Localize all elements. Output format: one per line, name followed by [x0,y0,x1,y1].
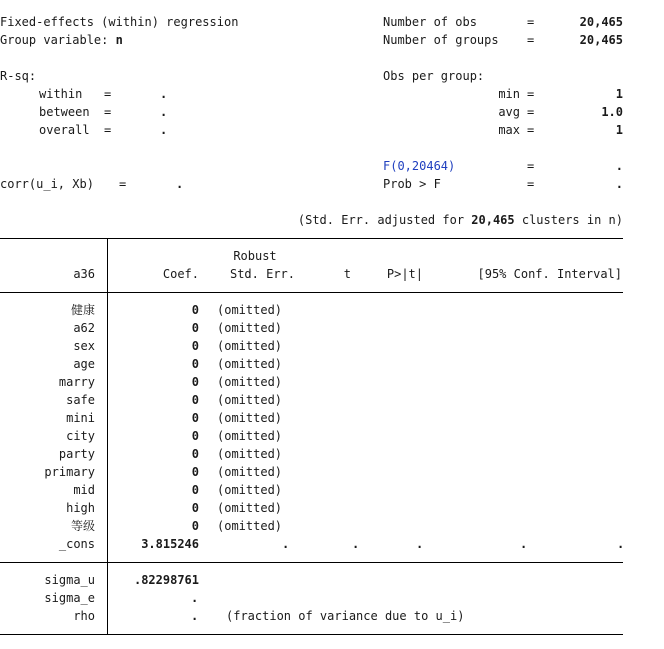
cons-coef: 3.815246 [141,537,199,551]
within-label: within [39,87,83,101]
nobs-eq: = [527,15,535,29]
max-value: 1 [615,123,623,137]
row-omitted-note: (omitted) [217,357,283,371]
group-variable-row [0,31,123,49]
group-variable-value: n [115,33,123,47]
row-variable-name: a62 [73,321,95,335]
row-omitted-note: (omitted) [217,465,283,479]
probf-label: Prob > F [383,177,441,191]
row-coef: 0 [191,429,199,443]
rho-label: rho [73,609,95,623]
row-omitted-note: (omitted) [217,375,283,389]
table-bottom-rule [0,634,623,635]
row-omitted-note: (omitted) [217,411,283,425]
between-eq: = [104,105,112,119]
probf-value: . [615,177,623,191]
bottom-col-divider [107,562,108,634]
avg-eq: = [527,105,535,119]
depvar-name: a36 [73,267,95,281]
row-variable-name: high [66,501,95,515]
rho-value: . [191,609,199,623]
overall-label: overall [39,123,90,137]
min-eq: = [527,87,535,101]
header-col-divider [107,238,108,292]
max-label: max [498,123,520,137]
rho-note: (fraction of variance due to u_i) [226,609,465,623]
nobs-value: 20,465 [579,15,623,29]
between-label: between [39,105,90,119]
cons-p: . [416,537,424,551]
sigma-e-label: sigma_e [44,591,95,605]
cons-ci-low: . [520,537,528,551]
row-variable-name: 等级 [70,519,95,533]
cons-se: . [282,537,290,551]
row-coef: 0 [191,357,199,371]
cons-t: . [352,537,360,551]
row-coef: 0 [191,465,199,479]
row-omitted-note: (omitted) [217,339,283,353]
avg-value: 1.0 [601,105,623,119]
row-coef: 0 [191,483,199,497]
row-omitted-note: (omitted) [217,393,283,407]
row-coef: 0 [191,519,199,533]
row-coef: 0 [191,375,199,389]
row-omitted-note: (omitted) [217,303,283,317]
obs-per-group-label: Obs per group: [383,69,485,83]
col-header-robust: Robust [233,249,277,263]
row-omitted-note: (omitted) [217,519,283,533]
group-variable-label: Group variable: [0,33,109,47]
row-variable-name: mini [66,411,95,425]
sigma-u-label: sigma_u [44,573,95,587]
avg-label: avg [498,105,520,119]
row-omitted-note: (omitted) [217,501,283,515]
between-value: . [160,105,168,119]
corr-eq: = [119,177,127,191]
min-value: 1 [615,87,623,101]
ngroups-eq: = [527,33,535,47]
row-coef: 0 [191,393,199,407]
sigma-u-value: .82298761 [133,573,199,587]
table-top-rule [0,238,623,239]
nobs-label: Number of obs [383,15,477,29]
row-variable-name: primary [44,465,95,479]
rsq-label: R-sq: [0,69,37,83]
row-variable-name: safe [66,393,95,407]
col-header-p: P>|t| [386,267,423,281]
row-variable-name: mid [73,483,95,497]
row-omitted-note: (omitted) [217,483,283,497]
cons-name: _cons [58,537,95,551]
ngroups-label: Number of groups [383,33,499,47]
corr-label: corr(u_i, Xb) [0,177,94,191]
row-coef: 0 [191,303,199,317]
table-header-rule [0,292,623,293]
row-omitted-note: (omitted) [217,429,283,443]
row-variable-name: city [66,429,95,443]
std-err-note: (Std. Err. adjusted for 20,465 clusters in n) [297,213,623,227]
col-header-coef: Coef. [162,267,199,281]
row-variable-name: sex [73,339,95,353]
row-coef: 0 [191,447,199,461]
overall-eq: = [104,123,112,137]
within-eq: = [104,87,112,101]
corr-value: . [176,177,184,191]
row-coef: 0 [191,411,199,425]
body-col-divider [107,292,108,562]
f-eq: = [527,159,535,173]
row-omitted-note: (omitted) [217,447,283,461]
row-coef: 0 [191,501,199,515]
overall-value: . [160,123,168,137]
f-value: . [615,159,623,173]
row-variable-name: 健康 [70,303,95,317]
sigma-e-value: . [191,591,199,605]
col-header-t: t [343,267,351,281]
row-variable-name: party [58,447,95,461]
row-omitted-note: (omitted) [217,321,283,335]
row-variable-name: age [73,357,95,371]
cons-ci-high: . [617,537,625,551]
min-label: min [498,87,520,101]
table-mid-rule [0,562,623,563]
within-value: . [160,87,168,101]
f-stat-link[interactable]: F(0,20464) [383,159,456,173]
row-coef: 0 [191,339,199,353]
probf-eq: = [527,177,535,191]
row-variable-name: marry [58,375,95,389]
regression-title: Fixed-effects (within) regression [0,15,239,29]
col-header-std-err: Std. Err. [229,267,295,281]
ngroups-value: 20,465 [579,33,623,47]
col-header-ci: [95% Conf. Interval] [477,267,622,281]
row-coef: 0 [191,321,199,335]
max-eq: = [527,123,535,137]
